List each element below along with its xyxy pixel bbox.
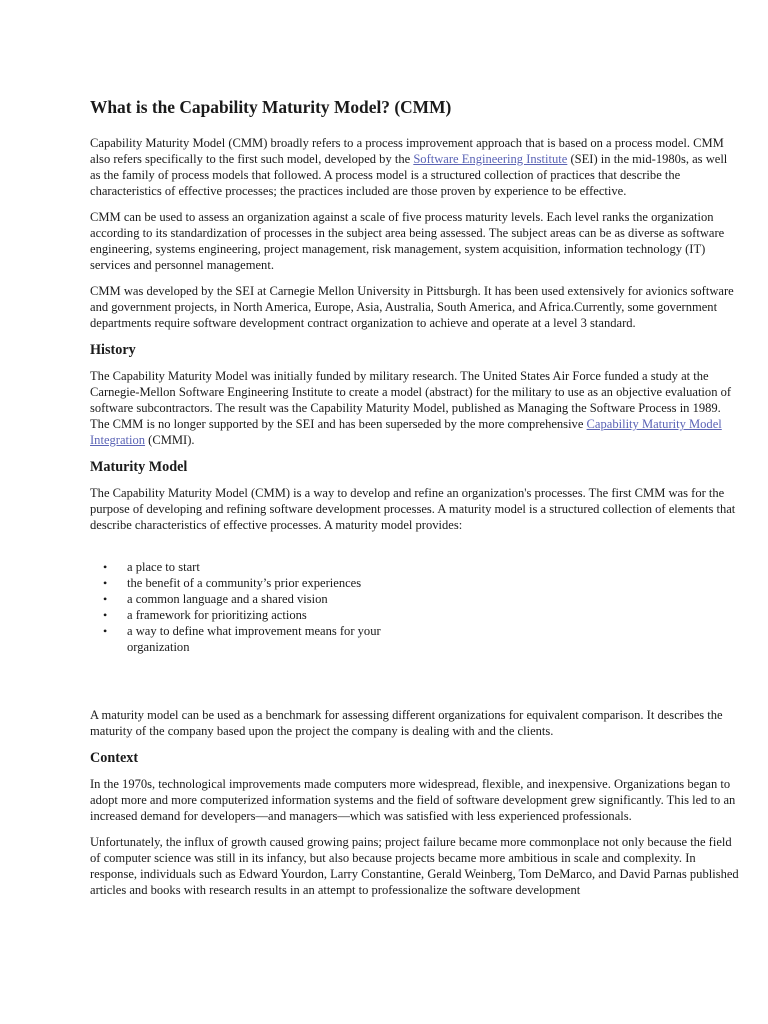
maturity-model-heading: Maturity Model — [90, 459, 188, 475]
intro-paragraph-3: CMM was developed by the SEI at Carnegie Mellon University in Pittsburgh. It has been used extensively for avionics software and government projects, in North America, Europe, Asia, Australia, South America, and Africa.Currently, some government departments require software development contract organization to achieve and operate at a level 3 standard. — [90, 284, 734, 330]
context-paragraph-2: Unfortunately, the influx of growth caused growing pains; project failure became more commonplace not only because the field of computer science was still in its infancy, but also because projects became more ambitious in scale and complexity. In response, individuals such as Edward Yourdon, Larry Constantine, Gerald Weinberg, Tom DeMarco, and David Parnas published articles and books with research results in an attempt to professionalize the software development — [90, 835, 739, 897]
list-item: • a common language and a shared vision — [103, 592, 328, 606]
list-item: • a way to define what improvement means for your organization — [103, 624, 381, 654]
bullet-icon: • — [103, 576, 108, 590]
bullet-icon: • — [103, 592, 108, 606]
intro-paragraph-2: CMM can be used to assess an organization against a scale of five process maturity levels. Each level ranks the organization according to its standardization of processes in the subject area being assessed. The subject areas can be as diverse as software engineering, systems engineering, project management, risk management, system acquisition, information technology (IT) services and personnel management. — [90, 210, 725, 272]
list-item: • the benefit of a community’s prior experiences — [103, 576, 362, 590]
intro-paragraph-1: Capability Maturity Model (CMM) broadly refers to a process improvement approach that is based on a process model. CMM also refers specifically to the first such model, developed by the Software Engineering Institute (SEI) in the mid-1980s, as well as the family of process models that followed. A process model is a structured collection of practices that describe the characteristics of effective processes; the practices included are those proven by experience to be effective. — [90, 136, 728, 198]
bullet-icon: • — [103, 608, 108, 622]
list-item: • a place to start — [103, 560, 200, 574]
maturity-provides-list — [90, 559, 410, 655]
page-title: What is the Capability Maturity Model? (CMM) — [90, 97, 452, 117]
maturity-paragraph-1: The Capability Maturity Model (CMM) is a way to develop and refine an organization's processes. The first CMM was for the purpose of developing and refining software development processes. A maturity model is a structured collection of elements that describe characteristics of effective processes. A maturity model provides: — [90, 486, 736, 532]
bullet-icon: • — [103, 624, 108, 638]
history-heading: History — [90, 342, 136, 358]
cmmi-link[interactable]: Capability Maturity Model Integration — [90, 417, 722, 447]
bullet-icon: • — [103, 560, 108, 574]
maturity-paragraph-2: A maturity model can be used as a benchmark for assessing different organizations for equivalent comparison. It describes the maturity of the company based upon the project the company is dealing with and the clients. — [90, 708, 723, 738]
history-paragraph: The Capability Maturity Model was initially funded by military research. The United States Air Force funded a study at the Carnegie-Mellon Software Engineering Institute to create a model (abstract) for the military to use as an objective evaluation of software subcontractors. The result was the Capability Maturity Model, published as Managing the Software Process in 1989. The CMM is no longer supported by the SEI and has been superseded by the more comprehensive Capability Maturity Model Integration (CMMI). — [90, 369, 732, 447]
list-item: • a framework for prioritizing actions — [103, 608, 307, 622]
context-heading: Context — [90, 750, 139, 766]
sei-link[interactable]: Software Engineering Institute — [413, 152, 568, 166]
spacer — [90, 655, 740, 707]
context-paragraph-1: In the 1970s, technological improvements made computers more widespread, flexible, and inexpensive. Organizations began to adopt more and more computerized information systems and the field of software development grew significantly. This led to an increased demand for developers—and managers—which was satisfied with less experienced professionals. — [90, 777, 736, 823]
